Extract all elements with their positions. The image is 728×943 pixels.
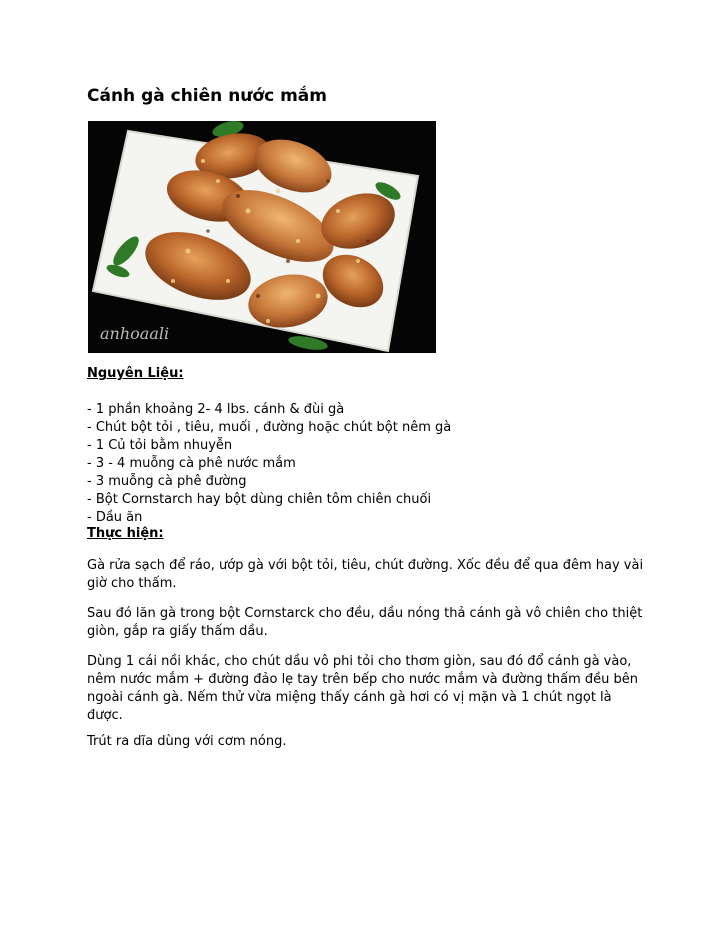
step-paragraph: Sau đó lăn gà trong bột Cornstarck cho đều, dầu nóng thả cánh gà vô chiên cho thiệt giòn, gắp ra giấy thấm dầu. <box>87 606 643 639</box>
recipe-photo <box>88 121 436 353</box>
ingredient-item: - 1 phần khoảng 2- 4 lbs. cánh & đùi gà <box>87 402 345 417</box>
ingredients-list <box>87 401 451 527</box>
recipe-title: Cánh gà chiên nước mắm <box>87 86 327 106</box>
steps-section <box>87 525 164 543</box>
ingredients-heading: Nguyên Liệu: <box>87 366 184 381</box>
ingredients-section <box>87 365 451 527</box>
step-paragraph: Gà rửa sạch để ráo, ướp gà với bột tỏi, tiêu, chút đường. Xốc đều để qua đêm hay vài giờ cho thấm. <box>87 558 644 591</box>
ingredient-item: - 3 - 4 muỗng cà phê nước mắm <box>87 456 296 471</box>
ingredient-item: - 3 muỗng cà phê đường <box>87 474 247 489</box>
ingredient-item: - 1 Củ tỏi bằm nhuyễn <box>87 438 233 453</box>
photo-watermark: anhoaali <box>100 324 170 343</box>
ingredient-item: - Bột Cornstarch hay bột dùng chiên tôm chiên chuối <box>87 492 432 507</box>
step-paragraph: Dùng 1 cái nồi khác, cho chút dầu vô phi tỏi cho thơm giòn, sau đó đổ cánh gà vào, nêm nước mắm + đường đảo lẹ tay trên bếp cho nước mắm và đường thấm đều bên ngoài cánh gà. Nếm thử vừa miệng thấy cánh gà hơi có vị mặn và 1 chút ngọt là được. <box>87 654 639 723</box>
ingredient-item: - Chút bột tỏi , tiêu, muối , đường hoặc chút bột nêm gà <box>87 420 452 435</box>
fried-chicken-wings-image <box>88 121 436 353</box>
ingredient-item: - Dầu ăn <box>87 510 143 525</box>
steps-heading: Thực hiện: <box>87 526 164 541</box>
step-paragraph: Trút ra dĩa dùng với cơm nóng. <box>87 734 287 749</box>
